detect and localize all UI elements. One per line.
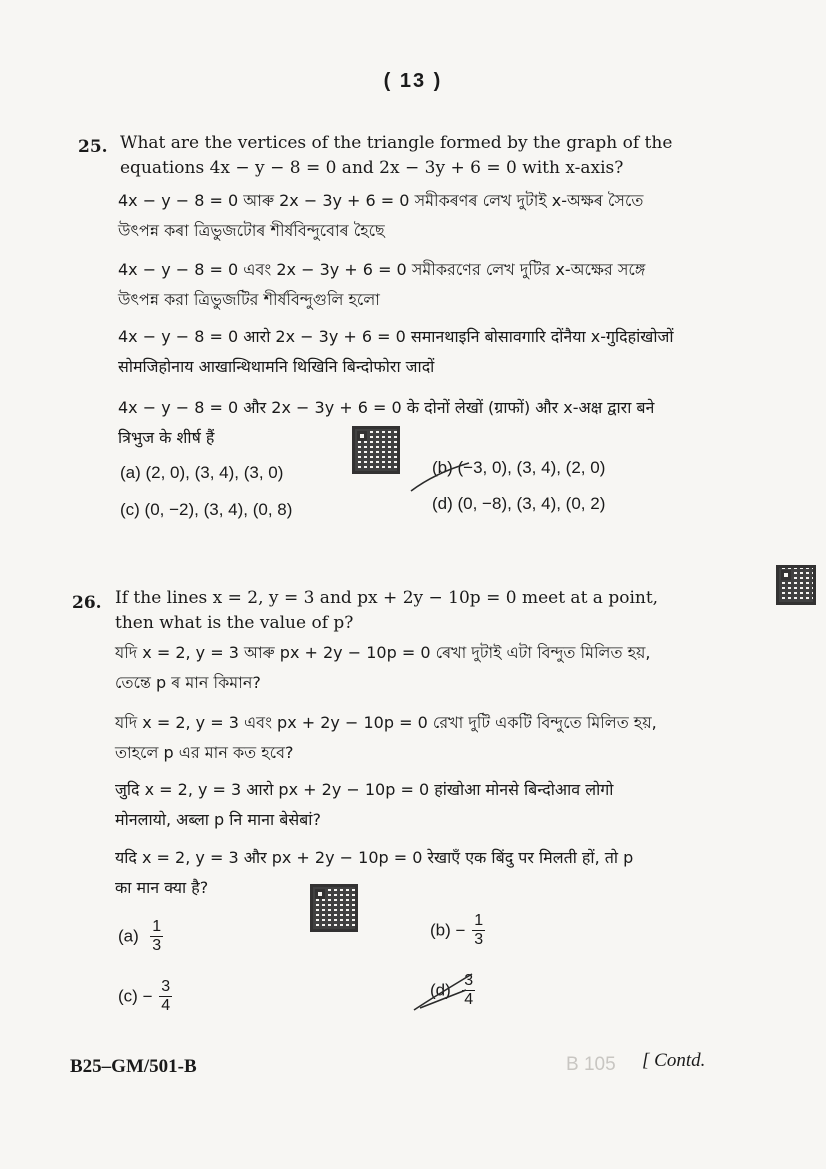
option-d[interactable]: (d) (0, −8), (3, 4), (0, 2) — [432, 494, 606, 513]
option-sign: − — [455, 920, 466, 940]
option-label: (b) — [430, 920, 451, 940]
hindi-line: 4x − y − 8 = 0 और 2x − 3y + 6 = 0 के दोनों लेखों (ग्राफों) और x-अक्ष द्वारा बने — [118, 398, 655, 417]
question-25-text — [120, 131, 710, 181]
hindi-line: यदि x = 2, y = 3 और px + 2y − 10p = 0 रेखाएँ एक बिंदु पर मिलती हों, तो p — [115, 848, 634, 867]
fraction-numerator: 1 — [152, 918, 162, 935]
fraction-numerator: 1 — [474, 912, 484, 929]
option-c[interactable]: (c) (0, −2), (3, 4), (0, 8) — [120, 500, 293, 519]
option-a[interactable]: (a) (2, 0), (3, 4), (3, 0) — [120, 463, 284, 482]
option-fraction — [150, 918, 163, 955]
qr-code-icon — [352, 426, 400, 474]
bengali-line: যদি x = 2, y = 3 এবং px + 2y − 10p = 0 রেখা দুটি একটি বিন্দুতে মিলিত হয়, — [115, 713, 657, 732]
bengali-line: 4x − y − 8 = 0 এবং 2x − 3y + 6 = 0 সমীকরণের লেখ দুটির x-অক্ষের সঙ্গে — [118, 260, 646, 279]
option-label: (c) — [118, 986, 138, 1006]
option-fraction — [472, 912, 485, 949]
answer-tick-mark-25 — [405, 455, 475, 495]
question-25-line1: What are the vertices of the triangle formed by the graph of the — [120, 133, 673, 153]
fraction-denominator: 4 — [464, 991, 474, 1008]
question-26-line1: If the lines x = 2, y = 3 and px + 2y − 10p = 0 meet at a point, — [115, 588, 659, 608]
paper-code: B25–GM/501-B — [70, 1056, 197, 1077]
question-25-hindi — [118, 393, 718, 453]
bodo-line: मोनलायो, अब्ला p नि माना बेसेबां? — [115, 810, 321, 829]
question-25-bengali — [118, 255, 718, 315]
assamese-line: উৎপন্ন কৰা ত্ৰিভুজটোৰ শীৰ্ষবিন্দুবোৰ হৈছে — [118, 221, 385, 240]
bodo-line: सोमजिहोनाय आखान्थिथामनि थिखिनि बिन्दोफोरा जादों — [118, 357, 435, 376]
bodo-line: 4x − y − 8 = 0 आरो 2x − 3y + 6 = 0 समानथाइनि बोसावगारि दोंनैया x-गुदिहांखोजों — [118, 327, 674, 346]
assamese-line: 4x − y − 8 = 0 আৰু 2x − 3y + 6 = 0 সমীকৰণৰ লেখ দুটাই x-অক্ষৰ সৈতে — [118, 191, 644, 210]
bengali-line: তাহলে p এর মান কত হবে? — [115, 743, 294, 762]
question-25-number: 25. — [78, 137, 108, 157]
bengali-line: উৎপন্ন করা ত্রিভুজটির শীর্ষবিন্দুগুলি হলো — [118, 290, 380, 309]
question-26-bodo — [115, 775, 720, 835]
fraction-denominator: 3 — [474, 931, 484, 948]
continued-label: [ Contd. — [642, 1050, 706, 1071]
faint-page-code: B 105 — [566, 1054, 616, 1075]
option-a[interactable] — [118, 918, 163, 955]
question-26-line2: then what is the value of p? — [115, 613, 354, 633]
qr-code-icon — [310, 884, 358, 932]
side-qr-code-icon — [776, 565, 816, 605]
question-26-text — [115, 586, 715, 636]
option-fraction — [159, 978, 172, 1015]
fraction-denominator: 4 — [161, 997, 171, 1014]
question-26-bengali — [115, 708, 720, 768]
answer-tick-mark-26 — [410, 968, 480, 1018]
fraction-numerator: 3 — [464, 972, 474, 989]
option-c[interactable] — [118, 978, 172, 1015]
question-26-assamese — [115, 638, 720, 698]
page-number: ( 13 ) — [383, 70, 443, 92]
option-label: (d) — [430, 980, 451, 1000]
question-25-assamese — [118, 186, 718, 246]
question-25-bodo — [118, 322, 718, 382]
hindi-line: त्रिभुज के शीर्ष हैं — [118, 428, 215, 447]
fraction-denominator: 3 — [152, 937, 162, 954]
question-25-line2: equations 4x − y − 8 = 0 and 2x − 3y + 6 = 0 with x-axis? — [120, 158, 624, 178]
hindi-line: का मान क्या है? — [115, 878, 209, 897]
option-b[interactable]: (b) (−3, 0), (3, 4), (2, 0) — [432, 458, 606, 477]
bodo-line: जुदि x = 2, y = 3 आरो px + 2y − 10p = 0 हांखोआ मोनसे बिन्दोआव लोगो — [115, 780, 614, 799]
question-26-number: 26. — [72, 593, 102, 613]
option-sign: − — [142, 986, 153, 1006]
question-26-hindi — [115, 843, 720, 903]
option-label: (a) — [118, 926, 139, 946]
fraction-numerator: 3 — [161, 978, 171, 995]
assamese-line: তেন্তে p ৰ মান কিমান? — [115, 673, 261, 692]
option-b[interactable] — [430, 912, 485, 949]
assamese-line: যদি x = 2, y = 3 আৰু px + 2y − 10p = 0 ৰেখা দুটাই এটা বিন্দুত মিলিত হয়, — [115, 643, 651, 662]
